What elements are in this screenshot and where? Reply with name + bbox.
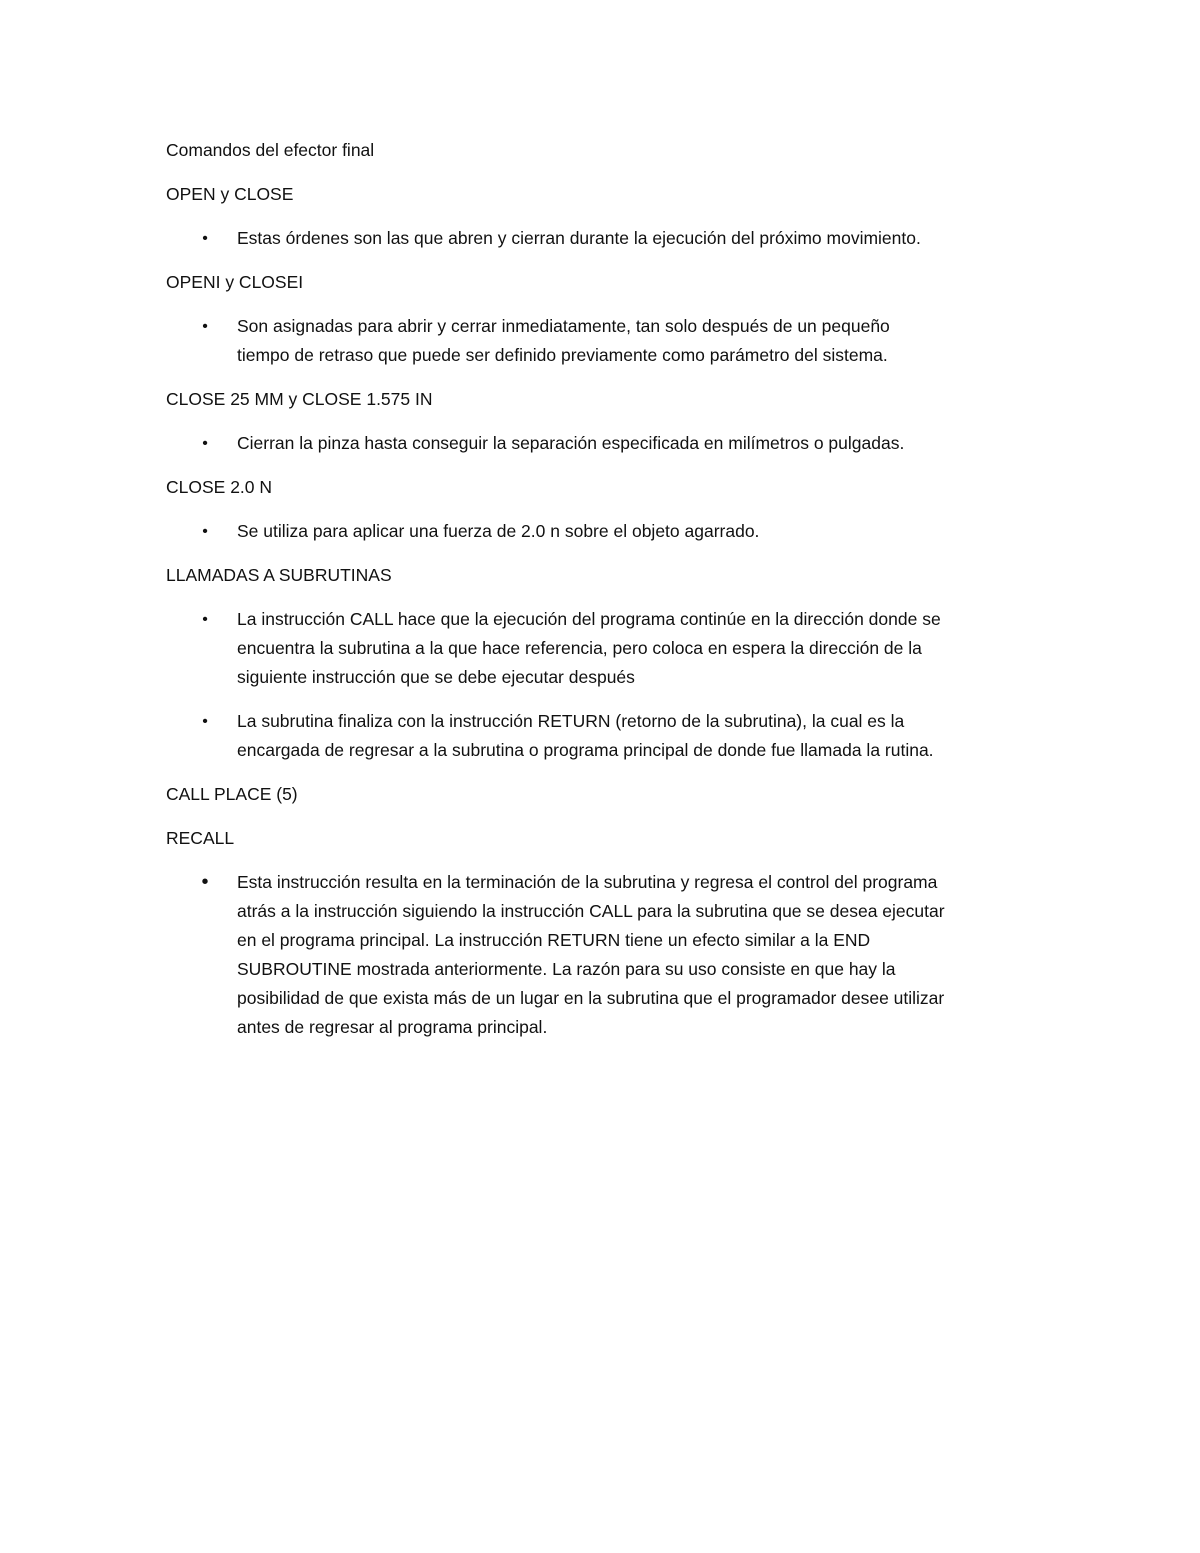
list-item-text: La instrucción CALL hace que la ejecución del programa continúe en la dirección donde se encuentra la subrutina a la que hace referencia, pero coloca en espera la dirección de la siguiente instrucción que se debe ejecutar después (237, 609, 941, 687)
list-item-text: La subrutina finaliza con la instrucción RETURN (retorno de la subrutina), la cual es la encargada de regresar a la subrutina o programa principal de donde fue llamada la rutina. (237, 711, 934, 760)
list-item (166, 224, 1046, 253)
list-item-text: Se utiliza para aplicar una fuerza de 2.0 n sobre el objeto agarrado. (237, 521, 760, 541)
section-heading-close-mm-in: CLOSE 25 MM y CLOSE 1.575 IN (166, 389, 433, 409)
list-item (166, 707, 1046, 765)
section-heading-call-place: CALL PLACE (5) (166, 784, 298, 804)
bullet-list-close-mm-in (166, 429, 1046, 458)
bullet-dot-icon: • (202, 713, 208, 730)
section-heading-subrutinas: LLAMADAS A SUBRUTINAS (166, 565, 392, 585)
document-body (166, 136, 1046, 1057)
list-item (166, 429, 1046, 458)
bullet-list-recall (166, 868, 1046, 1042)
list-item (166, 868, 1046, 1042)
list-item-text: Estas órdenes son las que abren y cierran durante la ejecución del próximo movimiento. (237, 228, 921, 248)
bullet-dot-icon: • (202, 611, 208, 628)
list-item-text: Son asignadas para abrir y cerrar inmediatamente, tan solo después de un pequeño tiempo de retraso que puede ser definido previamente como parámetro del sistema. (237, 316, 890, 365)
bullet-dot-icon: • (202, 318, 208, 335)
bullet-list-subrutinas (166, 605, 1046, 765)
section-heading-open-close: OPEN y CLOSE (166, 184, 294, 204)
bullet-dot-icon: • (202, 523, 208, 540)
bullet-dot-icon: • (201, 871, 209, 893)
list-item (166, 517, 1046, 546)
bullet-dot-icon: • (202, 435, 208, 452)
list-item-text: Esta instrucción resulta en la terminación de la subrutina y regresa el control del programa atrás a la instrucción siguiendo la instrucción CALL para la subrutina que se desea ejecutar en el programa principal. La instrucción RETURN tiene un efecto similar a la END SUBROUTINE mostrada anteriormente. La razón para su uso consiste en que hay la posibilidad de que exista más de un lugar en la subrutina que el programador desee utilizar antes de regresar al programa principal. (237, 872, 945, 1037)
bullet-dot-icon: • (202, 230, 208, 247)
list-item-text: Cierran la pinza hasta conseguir la separación especificada en milímetros o pulgadas. (237, 433, 905, 453)
document-title: Comandos del efector final (166, 140, 375, 160)
list-item (166, 605, 1046, 692)
bullet-list-close-force (166, 517, 1046, 546)
section-heading-openi-closei: OPENI y CLOSEI (166, 272, 304, 292)
section-heading-recall: RECALL (166, 828, 235, 848)
bullet-list-open-close (166, 224, 1046, 253)
bullet-list-openi-closei (166, 312, 1046, 370)
section-heading-close-force: CLOSE 2.0 N (166, 477, 273, 497)
list-item (166, 312, 1046, 370)
